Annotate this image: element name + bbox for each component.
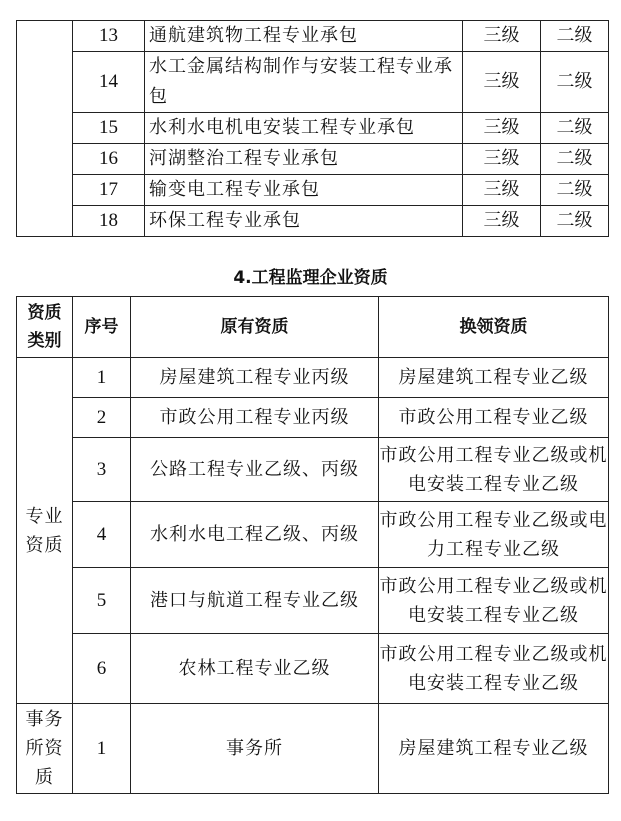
- new-qualification: 市政公用工程专业乙级或机电安装工程专业乙级: [379, 438, 609, 502]
- header-category: 资质类别: [17, 297, 73, 358]
- row-number: 17: [73, 175, 145, 206]
- original-grade: 三级: [463, 144, 541, 175]
- row-number: 1: [73, 704, 131, 794]
- original-qualification: 农林工程专业乙级: [131, 634, 379, 704]
- new-qualification: 市政公用工程专业乙级或电力工程专业乙级: [379, 502, 609, 568]
- header-number: 序号: [73, 297, 131, 358]
- original-qualification: 市政公用工程专业丙级: [131, 398, 379, 438]
- table-row: [17, 21, 609, 52]
- table-row: [17, 175, 609, 206]
- original-qualification: 房屋建筑工程专业丙级: [131, 358, 379, 398]
- qualification-name: 输变电工程专业承包: [145, 175, 463, 206]
- row-number: 4: [73, 502, 131, 568]
- table-row: [17, 144, 609, 175]
- header-row: [17, 297, 609, 358]
- new-qualification: 房屋建筑工程专业乙级: [379, 358, 609, 398]
- table-row: [17, 52, 609, 113]
- table-row: [17, 206, 609, 237]
- header-original: 原有资质: [131, 297, 379, 358]
- original-qualification: 公路工程专业乙级、丙级: [131, 438, 379, 502]
- qualification-name: 环保工程专业承包: [145, 206, 463, 237]
- qualification-name: 河湖整治工程专业承包: [145, 144, 463, 175]
- category-cell: 事务所资质: [17, 704, 73, 794]
- new-grade: 二级: [541, 21, 609, 52]
- qualification-name: 水利水电机电安装工程专业承包: [145, 113, 463, 144]
- original-qualification: 港口与航道工程专业乙级: [131, 568, 379, 634]
- merged-category-cell: [17, 21, 73, 237]
- row-number: 6: [73, 634, 131, 704]
- table-row: [17, 358, 609, 398]
- new-qualification: 市政公用工程专业乙级或机电安装工程专业乙级: [379, 568, 609, 634]
- table-row: [17, 438, 609, 502]
- row-number: 5: [73, 568, 131, 634]
- row-number: 16: [73, 144, 145, 175]
- qualification-name: 通航建筑物工程专业承包: [145, 21, 463, 52]
- original-grade: 三级: [463, 206, 541, 237]
- row-number: 1: [73, 358, 131, 398]
- qualification-name: 水工金属结构制作与安装工程专业承包: [145, 52, 463, 113]
- row-number: 18: [73, 206, 145, 237]
- section-title: 4.工程监理企业资质: [233, 268, 388, 288]
- table-row: [17, 113, 609, 144]
- new-qualification: 市政公用工程专业乙级或机电安装工程专业乙级: [379, 634, 609, 704]
- new-grade: 二级: [541, 144, 609, 175]
- row-number: 14: [73, 52, 145, 113]
- original-qualification: 水利水电工程乙级、丙级: [131, 502, 379, 568]
- original-grade: 三级: [463, 52, 541, 113]
- table-row: [17, 568, 609, 634]
- row-number: 2: [73, 398, 131, 438]
- new-grade: 二级: [541, 52, 609, 113]
- table-row: [17, 634, 609, 704]
- new-qualification: 市政公用工程专业乙级: [379, 398, 609, 438]
- row-number: 15: [73, 113, 145, 144]
- category-cell: 专业资质: [17, 358, 73, 704]
- row-number: 13: [73, 21, 145, 52]
- continued-qualification-table: [16, 20, 609, 237]
- table-row: [17, 502, 609, 568]
- table-row: [17, 398, 609, 438]
- original-qualification: 事务所: [131, 704, 379, 794]
- original-grade: 三级: [463, 21, 541, 52]
- new-qualification: 房屋建筑工程专业乙级: [379, 704, 609, 794]
- new-grade: 二级: [541, 175, 609, 206]
- table-row: [17, 704, 609, 794]
- supervision-qualification-table: [16, 296, 609, 794]
- original-grade: 三级: [463, 175, 541, 206]
- new-grade: 二级: [541, 113, 609, 144]
- original-grade: 三级: [463, 113, 541, 144]
- new-grade: 二级: [541, 206, 609, 237]
- row-number: 3: [73, 438, 131, 502]
- header-new: 换领资质: [379, 297, 609, 358]
